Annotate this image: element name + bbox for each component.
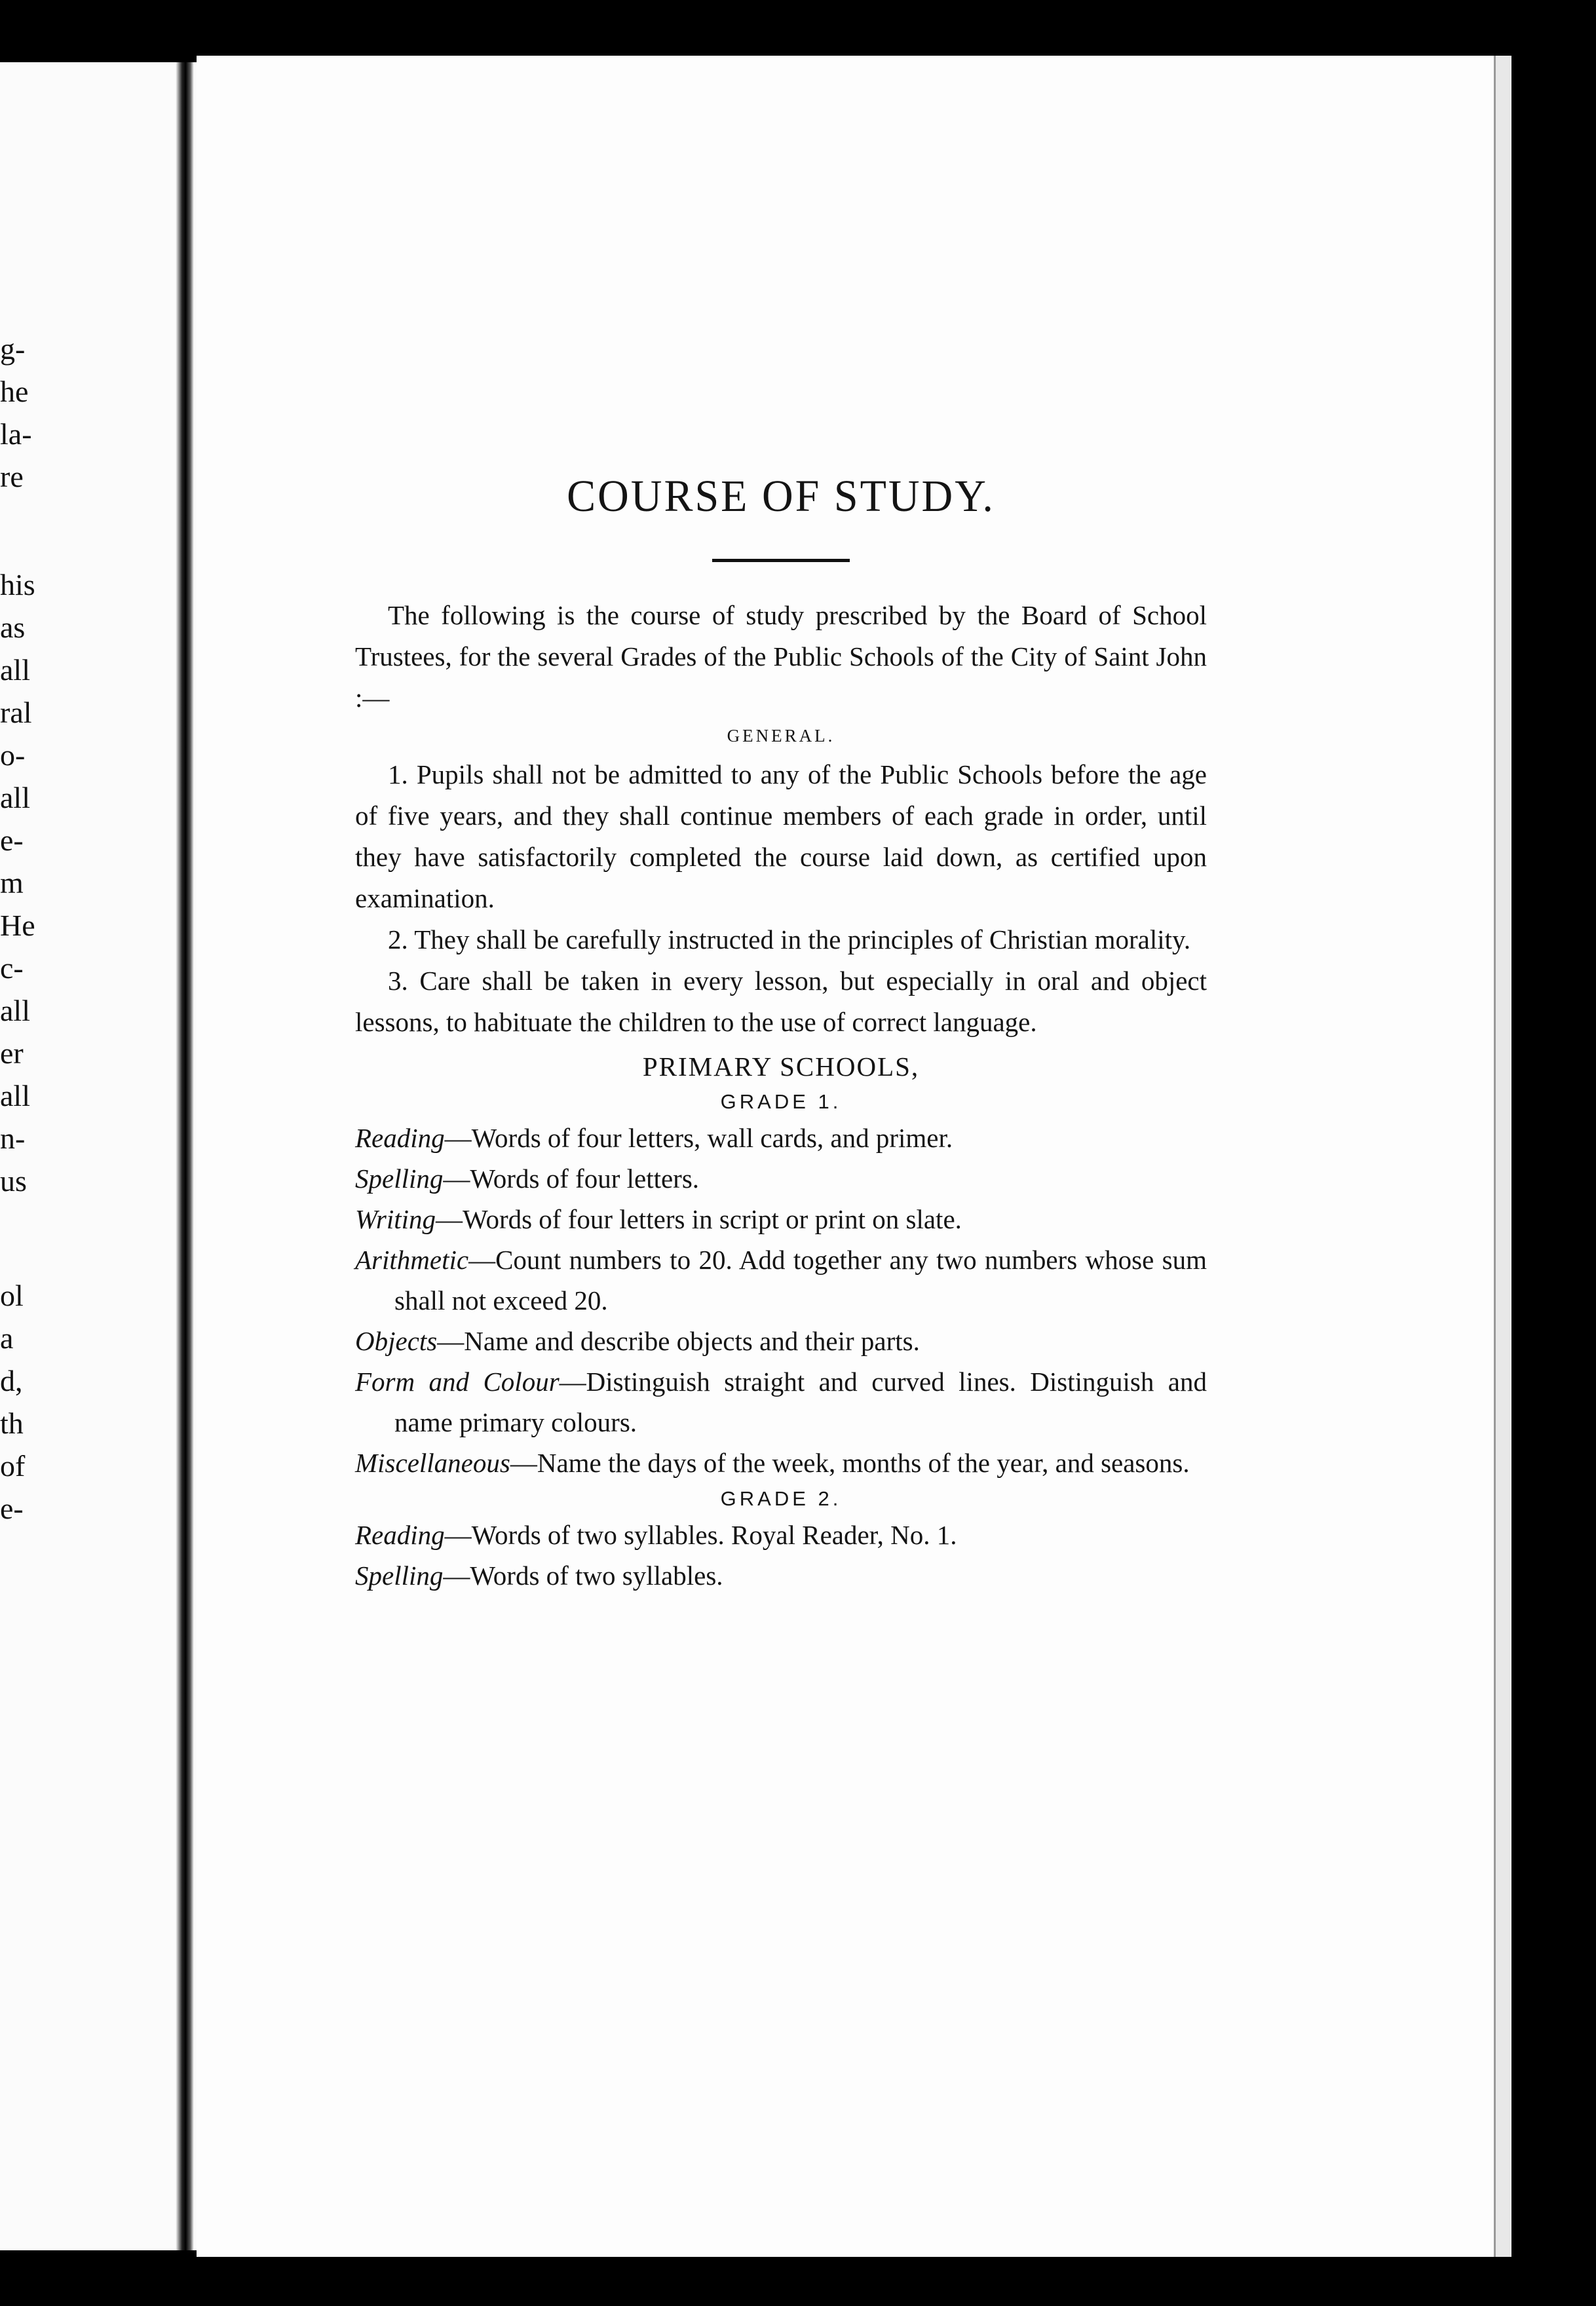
subject-name: Spelling (355, 1560, 444, 1591)
general-paragraph-3: 3. Care shall be taken in every lesson, but especially in oral and object lessons, to habituate the children to the use of correct language. (355, 966, 1207, 1038)
general-paragraph-2: 2. They shall be carefully instructed in the principles of Christian morality. (388, 924, 1191, 955)
left-fragment: all (0, 1079, 30, 1112)
book-gutter (176, 62, 194, 2250)
subject-text: —Name and describe objects and their parts. (437, 1326, 920, 1357)
subject-text: —Words of four letters in script or print on slate. (436, 1204, 962, 1235)
grade-2-subject-spelling (355, 1555, 1207, 1596)
left-fragment: all (0, 994, 30, 1027)
title-rule (712, 559, 850, 562)
subject-text: —Words of two syllables. Royal Reader, No. 1. (444, 1520, 957, 1551)
left-fragment: He (0, 909, 35, 942)
left-fragment: la- (0, 417, 32, 451)
left-fragment: his (0, 568, 35, 601)
page-edge (1494, 56, 1511, 2257)
grade-1-subject-writing (355, 1199, 1207, 1239)
page-content (355, 471, 1207, 1596)
left-fragment: all (0, 781, 30, 814)
grade-2-subjects (355, 1515, 1207, 1596)
left-fragment: e- (0, 823, 24, 857)
left-fragment: all (0, 653, 30, 687)
grade-2-heading: GRADE 2. (720, 1487, 842, 1511)
subject-name: Arithmetic (355, 1245, 469, 1276)
left-fragment: d, (0, 1364, 23, 1397)
left-fragment: as (0, 611, 26, 644)
subject-text: —Name the days of the week, months of the year, and seasons. (510, 1448, 1190, 1479)
grade-1-subject-spelling (355, 1158, 1207, 1199)
left-fragment: er (0, 1036, 24, 1070)
grade-1-subjects (355, 1118, 1207, 1483)
left-fragment: th (0, 1407, 24, 1440)
subject-text: —Words of two syllables. (443, 1560, 723, 1591)
left-fragment: re (0, 460, 24, 493)
subject-text: —Words of four letters, wall cards, and primer. (444, 1123, 953, 1154)
page-title: COURSE OF STUDY. (567, 471, 995, 521)
grade-1-subject-form-colour (355, 1361, 1207, 1443)
main-page (197, 56, 1494, 2257)
grade-2-subject-reading (355, 1515, 1207, 1555)
subject-text: —Words of four letters. (443, 1163, 700, 1194)
left-fragment: of (0, 1449, 26, 1483)
grade-1-subject-objects (355, 1321, 1207, 1361)
subject-name: Spelling (355, 1163, 444, 1194)
subject-name: Reading (355, 1123, 445, 1154)
left-fragment: he (0, 375, 29, 408)
left-fragment: e- (0, 1492, 24, 1525)
left-fragment: n- (0, 1122, 26, 1155)
left-page-fragment (0, 62, 197, 2250)
grade-1-subject-miscellaneous (355, 1443, 1207, 1483)
subject-text: —Count numbers to 20. Add together any two numbers whose sum shall not exceed 20. (394, 1245, 1207, 1316)
subject-text: —Distinguish straight and curved lines. Distinguish and name primary colours. (394, 1367, 1207, 1438)
subject-name: Miscellaneous (355, 1448, 510, 1479)
grade-1-heading: GRADE 1. (720, 1089, 842, 1113)
left-fragment: a (0, 1321, 14, 1355)
left-fragment: o- (0, 738, 26, 772)
general-heading: GENERAL. (727, 726, 835, 746)
subject-name: Reading (355, 1520, 445, 1551)
subject-name: Writing (355, 1204, 436, 1235)
subject-name: Form and Colour (355, 1367, 560, 1397)
primary-schools-heading: PRIMARY SCHOOLS, (642, 1051, 920, 1082)
subject-name: Objects (355, 1326, 438, 1357)
general-paragraph-1: 1. Pupils shall not be admitted to any of the Public Schools before the age of five years, and they shall continue members of each grade in order, until they have satisfactorily completed the course laid down, as certified upon examination. (355, 759, 1207, 914)
left-fragment: ol (0, 1279, 24, 1312)
left-fragment: ral (0, 696, 32, 729)
left-fragment: m (0, 866, 24, 899)
left-fragment: g- (0, 332, 26, 366)
intro-paragraph: The following is the course of study prescribed by the Board of School Trustees, for the several Grades of the Public Schools of the City of Saint John :— (355, 600, 1207, 713)
grade-1-subject-reading (355, 1118, 1207, 1158)
left-fragment: us (0, 1164, 27, 1198)
grade-1-subject-arithmetic (355, 1239, 1207, 1321)
left-fragment: c- (0, 951, 24, 985)
